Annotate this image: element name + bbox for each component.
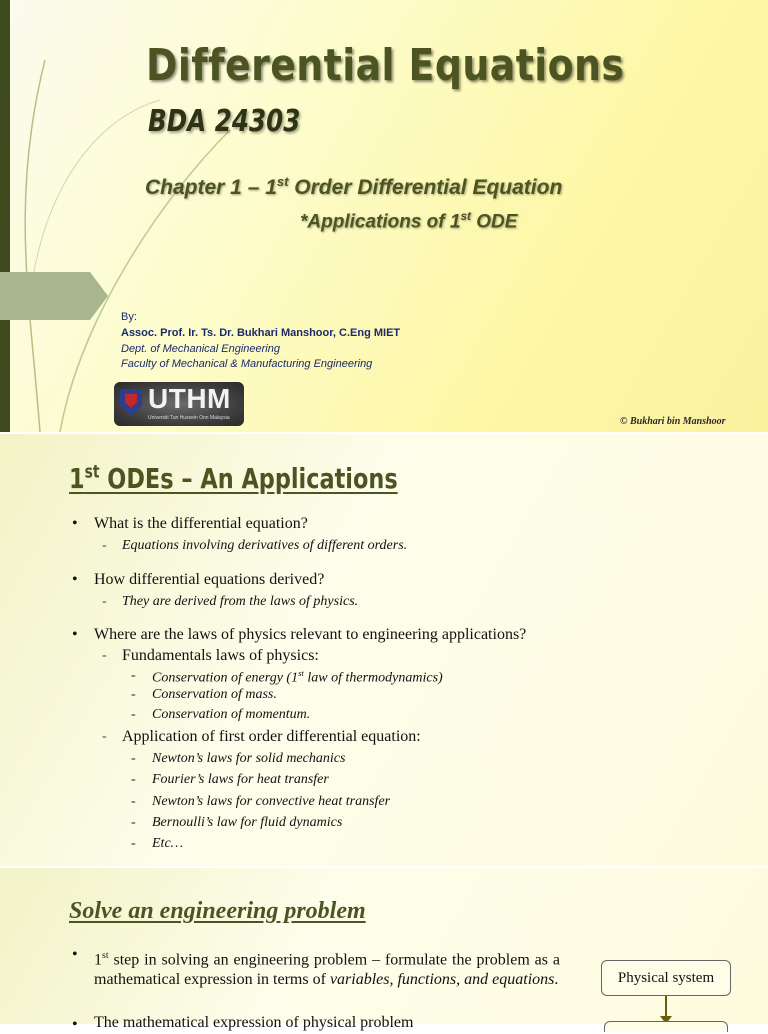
bullet-dot: • — [72, 1016, 78, 1033]
application-item: Etc… — [152, 836, 184, 851]
step-paragraph: 1st step in solving an engineering problem – formulate the problem as a mathematical expression in terms of variables, functions, and equations. — [94, 950, 560, 989]
application-item: Bernoulli’s law for fluid dynamics — [152, 815, 343, 830]
dash: - — [131, 815, 136, 830]
title-slide — [0, 0, 768, 432]
chapter-heading: Chapter 1 – 1st Order Differential Equation — [145, 174, 563, 199]
dash: - — [131, 707, 136, 722]
bullet-dot: • — [72, 571, 78, 588]
faculty: Faculty of Mechanical & Manufacturing Engineering — [121, 358, 373, 370]
by-label: By: — [121, 311, 137, 323]
chapter-subtitle: *Applications of 1st ODE — [300, 210, 518, 233]
slide-title: 1st ODEs – An Applications — [69, 462, 398, 495]
logo-subtext: Universiti Tun Hussein Onn Malaysia — [148, 415, 230, 421]
course-code: BDA 24303 — [148, 104, 301, 139]
law-item: Conservation of momentum. — [152, 707, 311, 722]
dash: - — [131, 687, 136, 702]
dash: - — [131, 751, 136, 766]
flow-arrow-line — [665, 996, 667, 1018]
dash: - — [131, 668, 136, 683]
application-item: Fourier’s laws for heat transfer — [152, 772, 329, 787]
applications-heading: Application of first order differential equation: — [122, 728, 421, 745]
law-item: Conservation of energy (1st law of thermodynamics) — [152, 668, 443, 686]
dash: - — [102, 648, 107, 663]
question-1: What is the differential equation? — [94, 515, 308, 532]
dash: - — [102, 538, 107, 553]
dash: - — [131, 836, 136, 851]
application-item: Newton’s laws for convective heat transfer — [152, 794, 391, 809]
author-name: Assoc. Prof. Ir. Ts. Dr. Bukhari Manshoor, C.Eng MIET — [121, 327, 401, 339]
slide-title: Differential Equations — [146, 40, 625, 91]
question-3: Where are the laws of physics relevant to engineering applications? — [94, 626, 527, 643]
law-item: Conservation of mass. — [152, 687, 277, 702]
bullet-dot: • — [72, 515, 78, 532]
dash: - — [131, 772, 136, 787]
physical-system-box: Physical system — [601, 960, 731, 996]
bullet-dot: • — [72, 946, 78, 963]
copyright: © Bukhari bin Manshoor — [620, 416, 726, 427]
dash: - — [131, 794, 136, 809]
engineering-problem-slide — [0, 868, 768, 1033]
bullet-dot: • — [72, 626, 78, 643]
application-item: Newton’s laws for solid mechanics — [152, 751, 346, 766]
logo-text: UTHM — [148, 383, 231, 414]
answer-2: They are derived from the laws of physics. — [122, 594, 359, 609]
fundamental-laws-heading: Fundamentals laws of physics: — [122, 647, 319, 664]
dash: - — [102, 729, 107, 744]
next-flow-box — [604, 1021, 728, 1032]
arrow-tab-shape — [0, 272, 108, 320]
applications-slide — [0, 434, 768, 866]
next-paragraph-cut: The mathematical expression of physical problem — [94, 1014, 414, 1031]
left-accent-bar — [0, 0, 10, 432]
answer-1: Equations involving derivatives of different orders. — [122, 538, 408, 553]
slide-title: Solve an engineering problem — [69, 898, 366, 924]
uthm-logo — [114, 382, 244, 426]
dash: - — [102, 594, 107, 609]
department: Dept. of Mechanical Engineering — [121, 343, 280, 355]
question-2: How differential equations derived? — [94, 571, 325, 588]
